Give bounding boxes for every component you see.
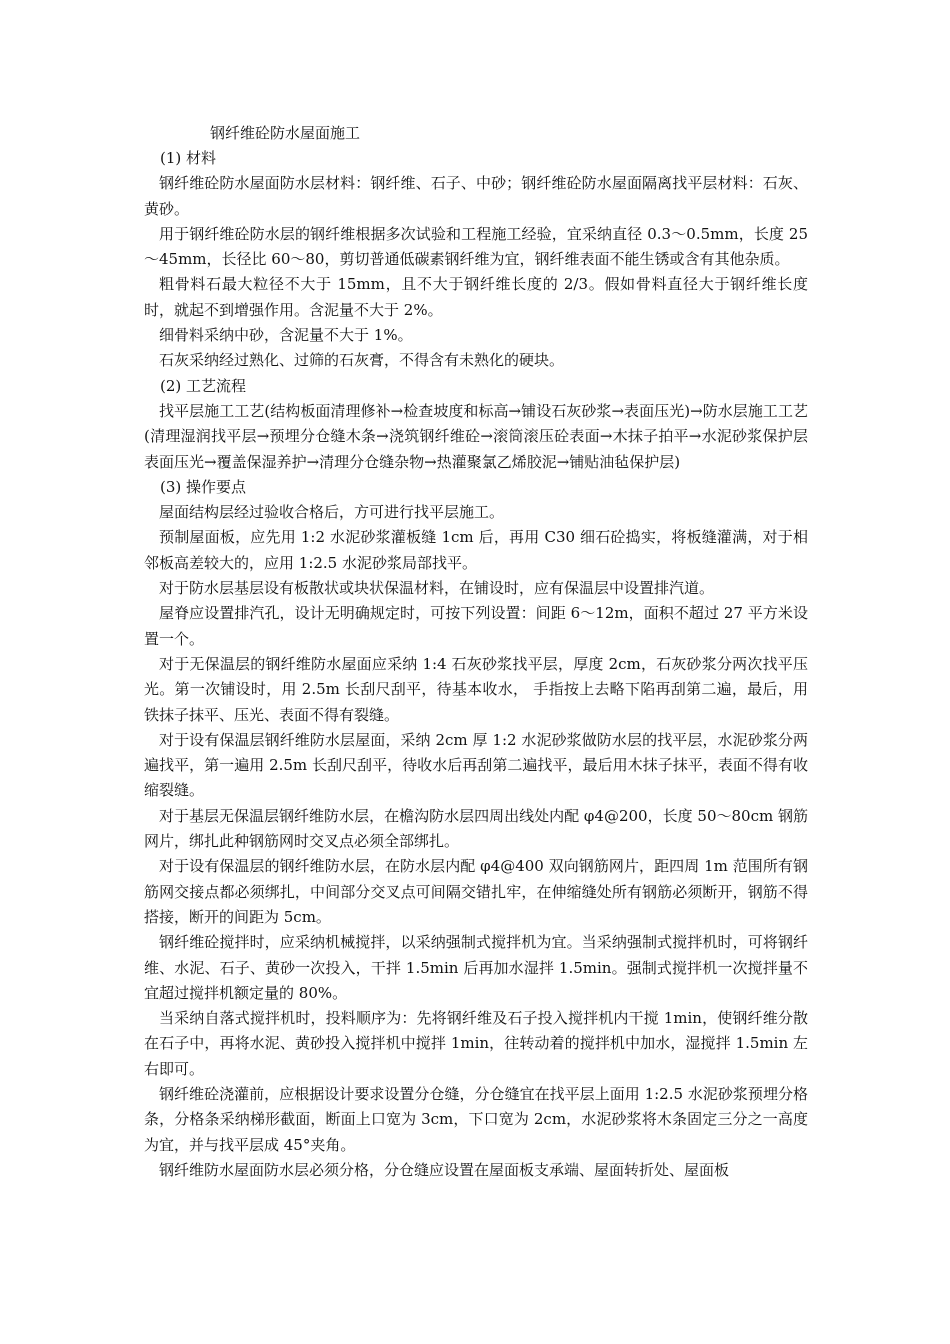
paragraph: 细骨料采纳中砂，含泥量不大于 1%。 bbox=[159, 326, 413, 345]
paragraph: 钢纤维砼搅拌时，应采纳机械搅拌，以采纳强制式搅拌机为宜。当采纳强制式搅拌机时，可将钢纤维、水泥、石子、黄砂一次投入，干拌 1.5min 后再加水湿拌 1.5min。强制式搅拌机一次搅拌量不宜超过搅拌机额定量的 80%。 bbox=[144, 933, 808, 1002]
paragraph: 对于基层无保温层钢纤维防水层，在檐沟防水层四周出线处内配 φ4@200，长度 50～80cm 钢筋网片，绑扎此种钢筋网时交叉点必须全部绑扎。 bbox=[144, 806, 808, 851]
paragraph: 钢纤维砼防水屋面防水层材料：钢纤维、石子、中砂；钢纤维砼防水屋面隔离找平层材料：石灰、黄砂。 bbox=[144, 174, 808, 218]
paragraph: 用于钢纤维砼防水层的钢纤维根据多次试验和工程施工经验，宜采纳直径 0.3～0.5mm，长度 25～45mm，长径比 60～80，剪切普通低碳素钢纤维为宜，钢纤维表面不能生锈或含有其他杂质。 bbox=[144, 224, 808, 269]
document-title: 钢纤维砼防水屋面施工 bbox=[210, 124, 361, 142]
paragraph: 粗骨料石最大粒径不大于 15mm，且不大于钢纤维长度的 2/3。假如骨料直径大于钢纤维长度时，就起不到增强作用。含泥量不大于 2%。 bbox=[144, 275, 808, 319]
paragraph: 当采纳自落式搅拌机时，投料顺序为：先将钢纤维及石子投入搅拌机内干搅 1min，使钢纤维分散在石子中，再将水泥、黄砂投入搅拌机中搅拌 1min，往转动着的搅拌机中加水，湿搅拌 1.5min 左右即可。 bbox=[144, 1009, 808, 1078]
section-heading-process: (2) 工艺流程 bbox=[160, 376, 247, 395]
paragraph: 对于设有保温层的钢纤维防水层，在防水层内配 φ4@400 双向钢筋网片，距四周 1m 范围所有钢筋网交接点都必须绑扎，中间部分交叉点可间隔交错扎牢，在伸缩缝处所有钢筋必须断开，钢筋不得搭接，断开的间距为 5cm。 bbox=[144, 857, 808, 926]
document-body bbox=[144, 146, 808, 1183]
section-heading-key-points: (3) 操作要点 bbox=[160, 477, 247, 496]
paragraph: 对于防水层基层设有板散状或块状保温材料，在铺设时，应有保温层中设置排汽道。 bbox=[159, 579, 715, 598]
section-heading-materials: (1) 材料 bbox=[160, 149, 217, 167]
paragraph: 预制屋面板，应先用 1:2 水泥砂浆灌板缝 1cm 后，再用 C30 细石砼捣实，将板缝灌满，对于相邻板高差较大的，应用 1:2.5 水泥砂浆局部找平。 bbox=[144, 528, 808, 572]
paragraph: 屋面结构层经过验收合格后，方可进行找平层施工。 bbox=[159, 503, 505, 522]
paragraph: 屋脊应设置排汽孔，设计无明确规定时，可按下列设置：间距 6～12m，面积不超过 27 平方米设置一个。 bbox=[144, 604, 808, 648]
paragraph: 找平层施工工艺(结构板面清理修补→检查坡度和标高→铺设石灰砂浆→表面压光)→防水层施工工艺(清理湿润找平层→预埋分仓缝木条→浇筑钢纤维砼→滚筒滚压砼表面→木抹子拍平→水泥砂浆保护层表面压光→覆盖保湿养护→清理分仓缝杂物→热灌聚氯乙烯胶泥→铺贴油毡保护层) bbox=[144, 401, 808, 471]
paragraph: 石灰采纳经过熟化、过筛的石灰膏，不得含有未熟化的硬块。 bbox=[159, 351, 565, 370]
paragraph: 对于设有保温层钢纤维防水层屋面，采纳 2cm 厚 1:2 水泥砂浆做防水层的找平层，水泥砂浆分两遍找平，第一遍用 2.5m 长刮尺刮平，待收水后再刮第二遍找平，最后用木抹子抹平，表面不得有收缩裂缝。 bbox=[144, 730, 808, 800]
paragraph: 钢纤维砼浇灌前，应根据设计要求设置分仓缝，分仓缝宜在找平层上面用 1:2.5 水泥砂浆预埋分格条，分格条采纳梯形截面，断面上口宽为 3cm，下口宽为 2cm，水泥砂浆将木条固定三分之一高度为宜，并与找平层成 45°夹角。 bbox=[144, 1084, 808, 1154]
paragraph: 对于无保温层的钢纤维防水屋面应采纳 1:4 石灰砂浆找平层，厚度 2cm，石灰砂浆分两次找平压光。第一次铺设时，用 2.5m 长刮尺刮平，待基本收水， 手指按上去略下陷再刮第二遍，最后，用铁抹子抹平、压光、表面不得有裂缝。 bbox=[144, 654, 808, 724]
paragraph: 钢纤维防水屋面防水层必须分格，分仓缝应设置在屋面板支承端、屋面转折处、屋面板 bbox=[159, 1160, 730, 1179]
